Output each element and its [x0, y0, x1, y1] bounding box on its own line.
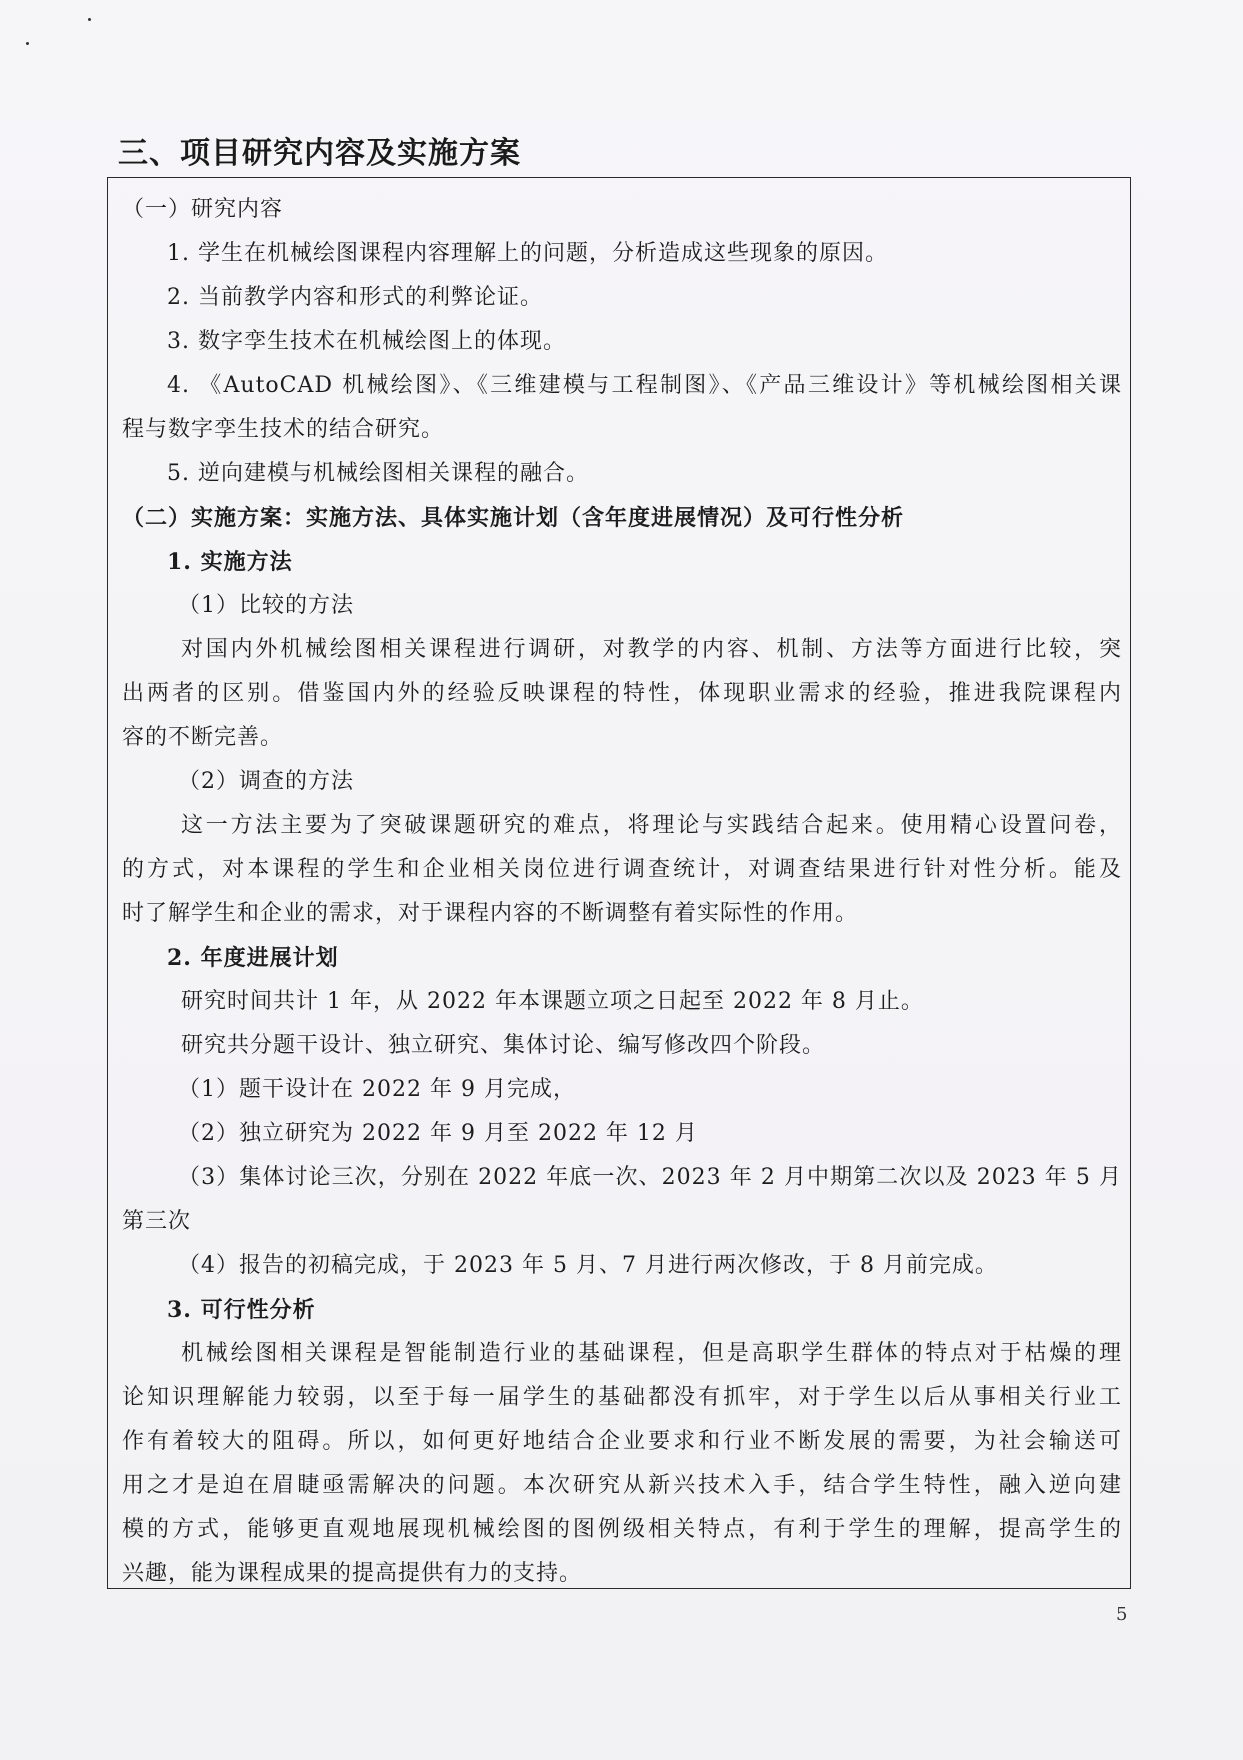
- research-item: 2. 当前教学内容和形式的利弊论证。: [167, 285, 543, 310]
- plan-line: （2）独立研究为 2022 年 9 月至 2022 年 12 月: [178, 1121, 698, 1146]
- plan-line: 第三次: [122, 1209, 192, 1234]
- paragraph-line: 论知识理解能力较弱，以至于每一届学生的基础都没有抓牢，对于学生以后从事相关行业工: [122, 1385, 1122, 1410]
- research-item-continued: 程与数字孪生技术的结合研究。: [122, 417, 445, 442]
- research-item: 3. 数字孪生技术在机械绘图上的体现。: [167, 329, 566, 354]
- part2-heading: （二）实施方案：实施方法、具体实施计划（含年度进展情况）及可行性分析: [122, 505, 905, 531]
- paragraph-line: 对国内外机械绘图相关课程进行调研，对教学的内容、机制、方法等方面进行比较，突: [181, 637, 1122, 662]
- plan-heading: 2. 年度进展计划: [167, 945, 339, 971]
- feasibility-heading: 3. 可行性分析: [167, 1297, 316, 1323]
- plan-line: 研究共分题干设计、独立研究、集体讨论、编写修改四个阶段。: [181, 1033, 826, 1058]
- research-item: 1. 学生在机械绘图课程内容理解上的问题，分析造成这些现象的原因。: [167, 241, 888, 266]
- paragraph-line: 模的方式，能够更直观地展现机械绘图的图例级相关特点，有利于学生的理解，提高学生的: [122, 1517, 1122, 1542]
- comparison-heading: （1）比较的方法: [178, 593, 354, 618]
- content-body: [122, 188, 1122, 1596]
- research-item: 4. 《AutoCAD 机械绘图》、《三维建模与工程制图》、《产品三维设计》等机械绘图相关课: [167, 373, 1122, 398]
- paragraph-line: 作有着较大的阻碍。所以，如何更好地结合企业要求和行业不断发展的需要，为社会输送可: [122, 1429, 1122, 1454]
- plan-line: （1）题干设计在 2022 年 9 月完成，: [178, 1077, 576, 1102]
- plan-line: 研究时间共计 1 年，从 2022 年本课题立项之日起至 2022 年 8 月止。: [181, 989, 924, 1014]
- paragraph-line: 容的不断完善。: [122, 725, 284, 750]
- paragraph-line: 这一方法主要为了突破课题研究的难点，将理论与实践结合起来。使用精心设置问卷，: [181, 813, 1122, 838]
- section-title: 三、项目研究内容及实施方案: [118, 136, 521, 171]
- paragraph-line: 的方式，对本课程的学生和企业相关岗位进行调查统计，对调查结果进行针对性分析。能及: [122, 857, 1122, 882]
- paragraph-line: 出两者的区别。借鉴国内外的经验反映课程的特性，体现职业需求的经验，推进我院课程内: [122, 681, 1122, 706]
- scan-speck: [88, 18, 91, 21]
- paragraph-line: 机械绘图相关课程是智能制造行业的基础课程，但是高职学生群体的特点对于枯燥的理: [181, 1341, 1122, 1366]
- survey-heading: （2）调查的方法: [178, 769, 354, 794]
- plan-line: （4）报告的初稿完成，于 2023 年 5 月、7 月进行两次修改，于 8 月前完成。: [178, 1253, 998, 1278]
- page-number: 5: [1116, 1604, 1128, 1625]
- scan-speck: [26, 42, 29, 45]
- method-heading: 1. 实施方法: [167, 549, 293, 575]
- paragraph-line: 兴趣，能为课程成果的提高提供有力的支持。: [122, 1561, 583, 1586]
- paragraph-line: 用之才是迫在眉睫亟需解决的问题。本次研究从新兴技术入手，结合学生特性，融入逆向建: [122, 1473, 1122, 1498]
- plan-line: （3）集体讨论三次，分别在 2022 年底一次、2023 年 2 月中期第二次以及 2023 年 5 月: [178, 1165, 1122, 1190]
- part1-heading: （一）研究内容: [122, 197, 284, 222]
- research-item: 5. 逆向建模与机械绘图相关课程的融合。: [167, 461, 589, 486]
- paragraph-line: 时了解学生和企业的需求，对于课程内容的不断调整有着实际性的作用。: [122, 901, 859, 926]
